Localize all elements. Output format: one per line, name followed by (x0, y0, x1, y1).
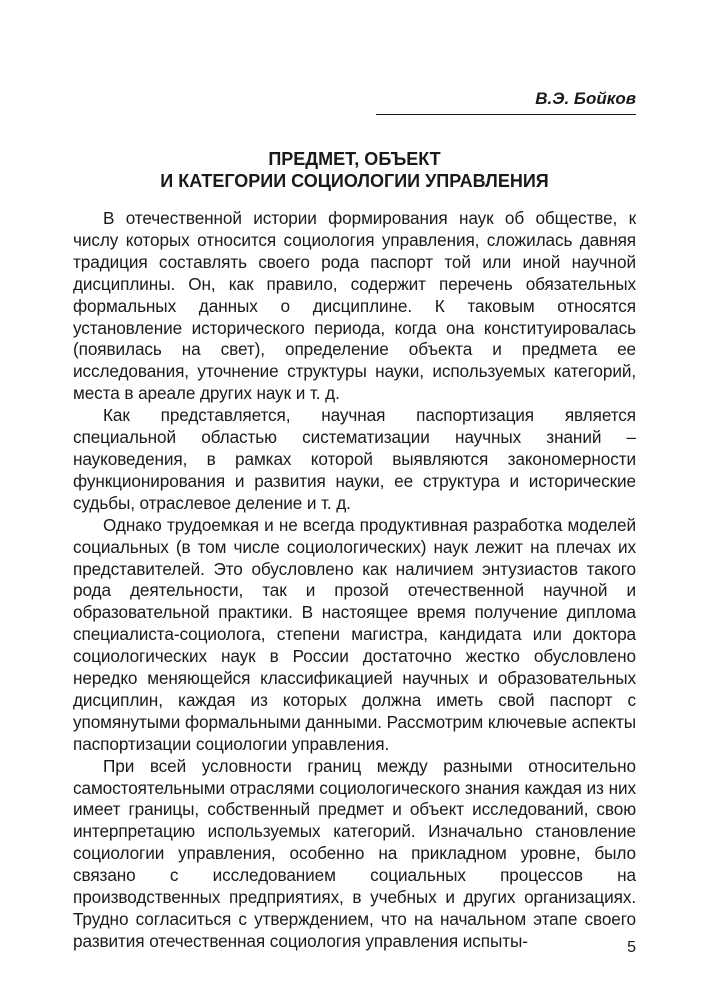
article-body (73, 208, 636, 953)
title-line-2: И КАТЕГОРИИ СОЦИОЛОГИИ УПРАВЛЕНИЯ (160, 171, 549, 191)
paragraph-2: Как представляется, научная паспортизация является специальной областью систематизации научных знаний – науковедения, в рамках которой выявляются закономерности функционирования и развития науки, ее структура и исторические судьбы, отраслевое деление и т. д. (73, 405, 636, 513)
paragraph-4: При всей условности границ между разными относительно самостоятельными отраслями социологического знания каждая из них имеет границы, собственный предмет и объект исследований, свою интерпретацию используемых категорий. Изначально становление социологии управления, особенно на прикладном уровне, было связано с исследованием социальных процессов на производственных предприятиях, в учебных и других организациях. Трудно согласиться с утверждением, что на начальном этапе своего развития отечественная социология управления испыты- (73, 755, 636, 951)
title-line-1: ПРЕДМЕТ, ОБЪЕКТ (268, 149, 441, 169)
author-name: В.Э. Бойков (376, 88, 636, 115)
page-number: 5 (627, 939, 636, 956)
paragraph-3: Однако трудоемкая и не всегда продуктивная разработка моделей социальных (в том числе социологических) наук лежит на плечах их представителей. Это обусловлено как наличием энтузиастов такого рода деятельности, так и прозой отечественной научной и образовательной практики. В настоящее время получение диплома специалиста-социолога, степени магистра, кандидата или доктора социологических наук в России достаточно жестко обусловлено нередко меняющейся классификацией научных и образовательных дисциплин, каждая из которых должна иметь свой паспорт с упомянутыми формальными данными. Рассмотрим ключевые аспекты паспортизации социологии управления. (73, 514, 636, 754)
article-title (73, 148, 636, 192)
paragraph-1: В отечественной истории формирования наук об обществе, к числу которых относится социология управления, сложилась давняя традиция составлять своего рода паспорт той или иной научной дисциплины. Он, как правило, содержит перечень обязательных формальных данных о дисциплине. К таковым относятся установление исторического периода, когда она конституировалась (появилась на свет), определение объекта и предмета ее исследования, уточнение структуры науки, используемых категорий, места в ареале других наук и т. д. (73, 208, 636, 404)
